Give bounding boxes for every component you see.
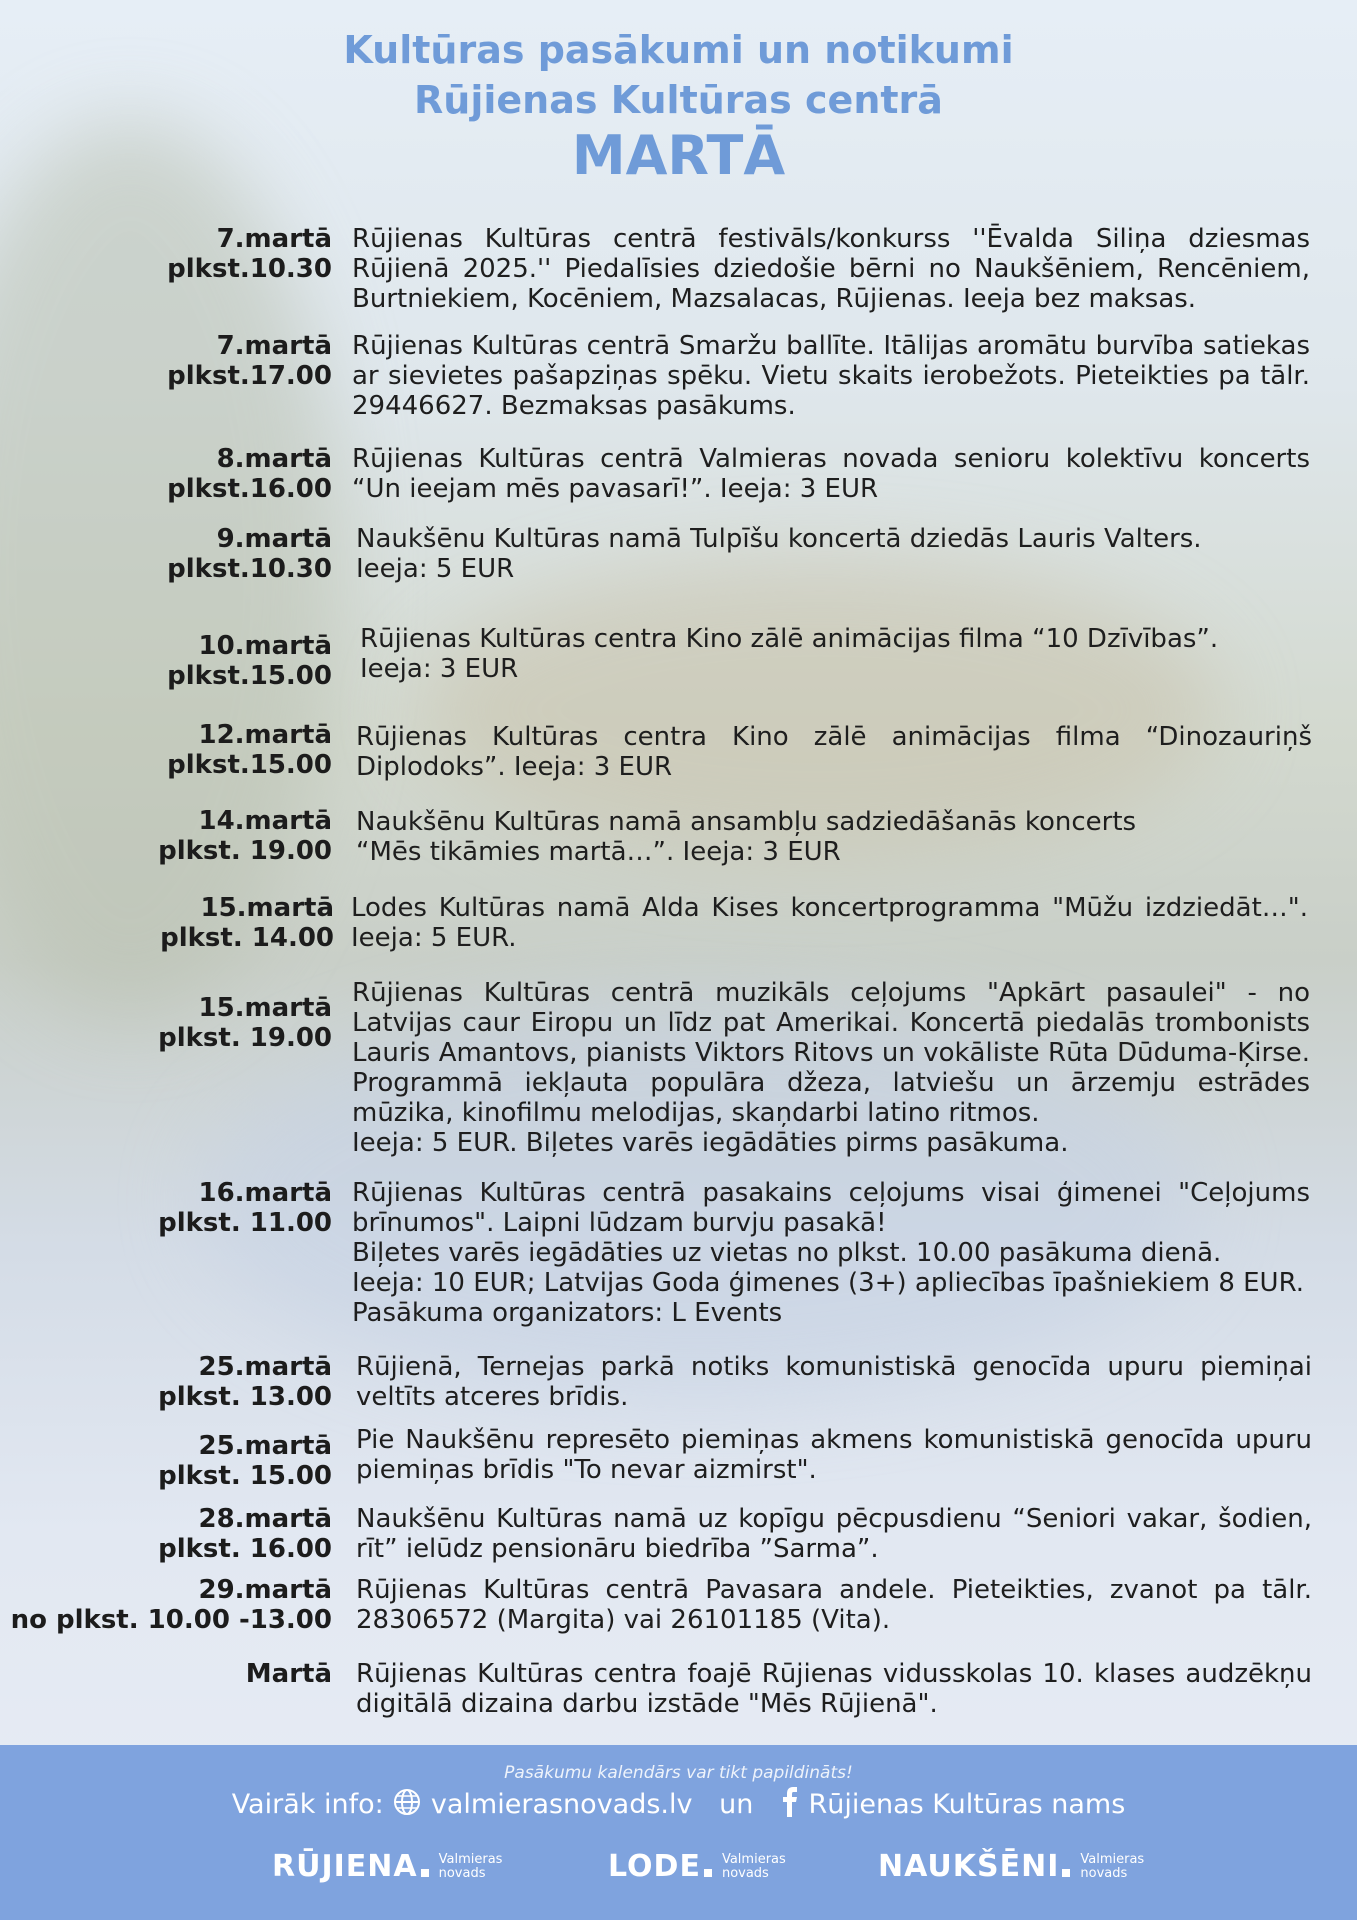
event-datetime <box>167 720 332 780</box>
event-datetime <box>158 806 332 866</box>
event-datetime <box>167 444 332 504</box>
event-description <box>356 1425 1312 1485</box>
event-time: plkst.17.00 <box>167 361 332 391</box>
event-description <box>356 1352 1312 1412</box>
event-date: 12.martā <box>198 720 332 750</box>
logo-subtitle: Valmieras novads <box>438 1851 503 1881</box>
footer-note: Pasākumu kalendārs var tikt papildināts! <box>504 1763 853 1783</box>
logo-nauksheni <box>878 1849 1144 1884</box>
logo-name: RŪJIENA <box>272 1849 418 1884</box>
event-date: 15.martā <box>198 993 332 1023</box>
globe-icon <box>392 1787 422 1824</box>
logo-subtitle: Valmieras novads <box>1080 1851 1145 1881</box>
event-description <box>356 722 1312 782</box>
logo-dot <box>421 1869 429 1877</box>
logo-subtitle: Valmieras novads <box>721 1851 786 1881</box>
event-date: 28.martā <box>198 1504 332 1534</box>
event-text: “Mēs tikāmies martā…”. Ieeja: 3 EUR <box>356 837 841 867</box>
event-description <box>352 331 1310 421</box>
event-datetime <box>167 631 332 691</box>
event-date: 7.martā <box>216 224 332 254</box>
page-title-line2: Rūjienas Kultūras centrā <box>414 78 943 122</box>
event-text: Rūjienas Kultūras centrā Smaržu ballīte. Itālijas aromātu burvība satiekas ar sievietes pašapziņas spēku. Vietu skaits ierobežots. Pieteikties pa tālr. 29446627. Bezmaksas pasākums. <box>352 331 1310 421</box>
event-datetime <box>11 1575 332 1635</box>
event-text: Pie Naukšēnu represēto piemiņas akmens komunistiskā genocīda upuru piemiņas brīdis "To nevar aizmirst". <box>356 1425 1312 1485</box>
event-datetime <box>158 1352 332 1412</box>
event-text: Rūjienas Kultūras centra Kino zālē animācijas filma “10 Dzīvības”. <box>360 624 1219 654</box>
event-date: 29.martā <box>198 1575 332 1605</box>
page-title-month: MARTĀ <box>571 124 786 187</box>
event-text: Biļetes varēs iegādāties uz vietas no plkst. 10.00 pasākuma dienā. <box>352 1238 1222 1268</box>
event-text: Pasākuma organizators: L Events <box>352 1298 783 1328</box>
event-description <box>356 1504 1312 1564</box>
event-datetime <box>158 1431 332 1491</box>
event-text: Rūjienas Kultūras centra foajē Rūjienas vidusskolas 10. klases audzēkņu digitālā dizaina darbu izstāde "Mēs Rūjienā". <box>356 1659 1312 1719</box>
event-time: plkst. 11.00 <box>158 1208 332 1238</box>
event-description <box>360 624 1318 684</box>
event-date: Martā <box>245 1659 332 1689</box>
event-time: plkst.10.30 <box>167 254 332 284</box>
event-text: Ieeja: 3 EUR <box>360 654 519 684</box>
event-text: Naukšēnu Kultūras namā ansambļu sadziedāšanās koncerts <box>356 807 1137 837</box>
logo-rujiena <box>272 1849 502 1884</box>
event-description <box>356 807 1314 867</box>
facebook-link[interactable]: Rūjienas Kultūras nams <box>808 1789 1126 1820</box>
event-date: 7.martā <box>216 331 332 361</box>
event-text: Rūjienas Kultūras centra Kino zālē animācijas filma “Dinozauriņš Diplodoks”. Ieeja: 3 EUR <box>356 722 1312 782</box>
event-description <box>356 1575 1312 1635</box>
event-time: plkst. 16.00 <box>158 1534 332 1564</box>
footer <box>0 1745 1357 1920</box>
event-time: plkst.10.30 <box>167 554 332 584</box>
event-time: plkst. 15.00 <box>158 1461 332 1491</box>
event-text: Ieeja: 5 EUR <box>356 554 515 584</box>
event-text: Ieeja: 5 EUR. Biļetes varēs iegādāties pirms pasākuma. <box>352 1128 1069 1158</box>
more-info-line <box>0 1787 1357 1824</box>
facebook-icon <box>780 1787 800 1824</box>
event-date: 25.martā <box>198 1352 332 1382</box>
logo-dot <box>1062 1869 1070 1877</box>
event-time: plkst.15.00 <box>167 750 332 780</box>
event-description <box>356 524 1314 584</box>
logo-name: LODE <box>608 1849 701 1884</box>
logo-name: NAUKŠĒNI <box>878 1849 1060 1884</box>
event-date: 14.martā <box>198 806 332 836</box>
website-link[interactable]: valmierasnovads.lv <box>430 1789 693 1820</box>
event-time: plkst. 19.00 <box>158 1023 332 1053</box>
event-description <box>352 444 1310 504</box>
page-title-line1: Kultūras pasākumi un notikumi <box>343 28 1014 72</box>
event-description <box>351 893 1308 953</box>
event-text: Rūjienas Kultūras centrā Pavasara andele. Pieteikties, zvanot pa tālr. 28306572 (Margita) vai 26101185 (Vita). <box>356 1575 1312 1635</box>
event-datetime <box>167 524 332 584</box>
event-description <box>352 1178 1310 1328</box>
event-datetime <box>167 331 332 391</box>
event-time: plkst.16.00 <box>167 474 332 504</box>
event-date: 25.martā <box>198 1431 332 1461</box>
event-text: Rūjienas Kultūras centrā Valmieras novada senioru kolektīvu koncerts “Un ieejam mēs pavasarī!”. Ieeja: 3 EUR <box>352 444 1310 504</box>
event-datetime <box>167 224 332 284</box>
event-time: plkst. 14.00 <box>160 923 334 953</box>
event-description <box>352 224 1310 314</box>
event-date: 10.martā <box>198 631 332 661</box>
event-text: Naukšēnu Kultūras namā Tulpīšu koncertā dziedās Lauris Valters. <box>356 524 1202 554</box>
event-datetime <box>246 1659 332 1689</box>
event-text: Naukšēnu Kultūras namā uz kopīgu pēcpusdienu “Seniori vakar, šodien, rīt” ielūdz pensionāru biedrība ”Sarma”. <box>356 1504 1312 1564</box>
event-time: plkst. 13.00 <box>158 1382 332 1412</box>
event-datetime <box>158 1178 332 1238</box>
event-text: Lodes Kultūras namā Alda Kises koncertprogramma "Mūžu izdziedāt…". Ieeja: 5 EUR. <box>351 893 1308 953</box>
logo-lode <box>608 1849 786 1884</box>
event-datetime <box>160 893 334 953</box>
event-text: Rūjienas Kultūras centrā festivāls/konkurss ''Ēvalda Siliņa dziesmas Rūjienā 2025.'' Piedalīsies dziedošie bērni no Naukšēniem, Rencēniem, Burtniekiem, Kocēniem, Mazsalacas, Rūjienas. Ieeja bez maksas. <box>352 224 1310 314</box>
logo-dot <box>704 1869 712 1877</box>
event-time: plkst. 19.00 <box>158 836 332 866</box>
event-datetime <box>158 993 332 1053</box>
and-text: un <box>719 1789 754 1820</box>
event-datetime <box>158 1504 332 1564</box>
event-date: 15.martā <box>200 893 334 923</box>
more-info-label: Vairāk info: <box>231 1789 384 1820</box>
event-text: Rūjienas Kultūras centrā muzikāls ceļojums "Apkārt pasaulei" - no Latvijas caur Eiropu un līdz pat Amerikai. Koncertā piedalās trombonists Lauris Amantovs, pianists Viktors Ritovs un vokāliste Rūta Dūduma-Ķirse. Programmā iekļauta populāra džeza, latviešu un ārzemju estrādes mūzika, kinofilmu melodijas, skaņdarbi latino ritmos. <box>352 978 1310 1128</box>
event-text: Ieeja: 10 EUR; Latvijas Goda ģimenes (3+) apliecības īpašniekiem 8 EUR. <box>352 1268 1304 1298</box>
event-description <box>356 1659 1312 1719</box>
event-description <box>352 978 1310 1158</box>
event-time: plkst.15.00 <box>167 661 332 691</box>
event-date: 9.martā <box>216 524 332 554</box>
event-text: Rūjienas Kultūras centrā pasakains ceļojums visai ģimenei "Ceļojums brīnumos". Laipni lūdzam burvju pasakā! <box>352 1178 1310 1238</box>
event-date: 8.martā <box>216 444 332 474</box>
event-text: Rūjienā, Ternejas parkā notiks komunistiskā genocīda upuru piemiņai veltīts atceres brīdis. <box>356 1352 1312 1412</box>
event-time: no plkst. 10.00 -13.00 <box>10 1605 332 1635</box>
event-date: 16.martā <box>198 1178 332 1208</box>
